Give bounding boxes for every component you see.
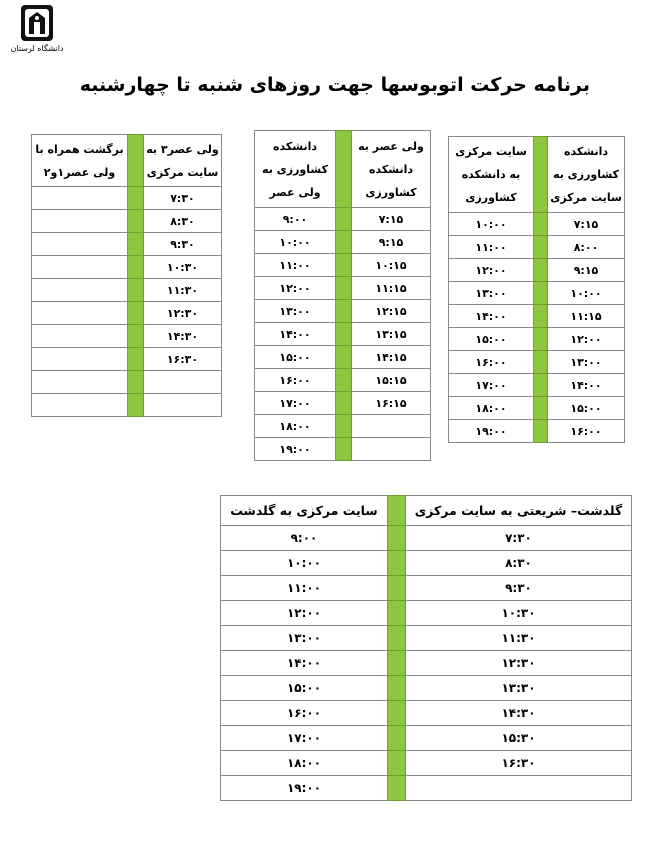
green-divider: [388, 751, 406, 776]
green-divider: [388, 601, 406, 626]
time-cell: ۱۵:۰۰: [255, 346, 336, 369]
column-header: برگشت همراه با ولی عصر۱و۲: [32, 135, 128, 187]
table-row: [255, 415, 431, 438]
time-cell: ۱۶:۳۰: [406, 751, 632, 776]
green-divider: [336, 438, 352, 461]
green-divider: [128, 348, 144, 371]
green-divider: [534, 236, 548, 259]
time-cell: ۱۳:۰۰: [255, 300, 336, 323]
time-cell: ۱۵:۰۰: [221, 676, 388, 701]
green-divider: [128, 210, 144, 233]
table-row: [32, 233, 222, 256]
time-cell: [32, 348, 128, 371]
green-divider: [336, 415, 352, 438]
time-cell: ۱۳:۱۵: [352, 323, 431, 346]
time-cell: ۱۹:۰۰: [449, 420, 534, 443]
time-cell: ۷:۱۵: [352, 208, 431, 231]
time-cell: ۱۴:۰۰: [255, 323, 336, 346]
time-cell: ۱۰:۳۰: [406, 601, 632, 626]
time-cell: ۱۲:۳۰: [406, 651, 632, 676]
column-header: دانشکده کشاورزی به سایت مرکزی: [548, 137, 625, 213]
time-cell: [352, 415, 431, 438]
table-row: [255, 254, 431, 277]
time-cell: ۷:۳۰: [144, 187, 222, 210]
time-cell: ۹:۰۰: [255, 208, 336, 231]
time-cell: ۹:۱۵: [548, 259, 625, 282]
column-header: دانشکده کشاورزی به ولی عصر: [255, 131, 336, 208]
time-cell: ۱۵:۱۵: [352, 369, 431, 392]
green-divider: [388, 701, 406, 726]
time-cell: ۱۵:۰۰: [548, 397, 625, 420]
time-cell: ۱۳:۰۰: [221, 626, 388, 651]
table-row: [449, 213, 625, 236]
green-divider: [388, 496, 406, 526]
schedule-table-goldasht: [220, 495, 632, 801]
green-divider: [388, 526, 406, 551]
time-cell: ۱۴:۱۵: [352, 346, 431, 369]
table-row: [221, 576, 632, 601]
time-cell: ۱۰:۰۰: [548, 282, 625, 305]
green-divider: [336, 300, 352, 323]
time-cell: ۱۸:۰۰: [221, 751, 388, 776]
time-cell: ۹:۳۰: [406, 576, 632, 601]
green-divider: [128, 135, 144, 187]
table-row: [449, 351, 625, 374]
time-cell: ۱۴:۰۰: [548, 374, 625, 397]
time-cell: [32, 256, 128, 279]
green-divider: [128, 394, 144, 417]
time-cell: [32, 394, 128, 417]
time-cell: ۱۷:۰۰: [255, 392, 336, 415]
table-row: [449, 374, 625, 397]
table-row: [32, 325, 222, 348]
green-divider: [388, 676, 406, 701]
table-row: [255, 346, 431, 369]
time-cell: ۱۱:۳۰: [144, 279, 222, 302]
time-cell: [32, 302, 128, 325]
green-divider: [336, 392, 352, 415]
table-row: [255, 323, 431, 346]
schedule-table-central-agriculture: [448, 136, 625, 443]
time-cell: ۱۰:۱۵: [352, 254, 431, 277]
table-row: [32, 187, 222, 210]
column-header: گلدشت– شریعتی به سایت مرکزی: [406, 496, 632, 526]
page-title: برنامه حرکت اتوبوسها جهت روزهای شنبه تا چهارشنبه: [79, 74, 590, 96]
time-cell: ۱۲:۰۰: [449, 259, 534, 282]
time-cell: ۷:۳۰: [406, 526, 632, 551]
green-divider: [388, 576, 406, 601]
table-row: [449, 420, 625, 443]
table-row: [32, 302, 222, 325]
green-divider: [388, 551, 406, 576]
table-row: [449, 236, 625, 259]
green-divider: [336, 231, 352, 254]
table-row: [221, 651, 632, 676]
time-cell: ۱۶:۰۰: [449, 351, 534, 374]
table-row: [221, 601, 632, 626]
time-cell: ۱۴:۳۰: [144, 325, 222, 348]
time-cell: ۱۴:۰۰: [449, 305, 534, 328]
green-divider: [534, 213, 548, 236]
time-cell: ۱۱:۱۵: [352, 277, 431, 300]
time-cell: ۱۱:۰۰: [221, 576, 388, 601]
time-cell: ۱۷:۰۰: [221, 726, 388, 751]
time-cell: ۱۴:۰۰: [221, 651, 388, 676]
green-divider: [336, 346, 352, 369]
green-divider: [336, 131, 352, 208]
time-cell: ۱۳:۳۰: [406, 676, 632, 701]
green-divider: [388, 651, 406, 676]
green-divider: [128, 325, 144, 348]
time-cell: ۱۹:۰۰: [221, 776, 388, 801]
green-divider: [128, 187, 144, 210]
schedule-table-agriculture-valiasr: [254, 130, 431, 461]
column-header: ولی عصر به دانشکده کشاورزی: [352, 131, 431, 208]
time-cell: ۱۶:۳۰: [144, 348, 222, 371]
time-cell: ۱۳:۰۰: [449, 282, 534, 305]
green-divider: [128, 233, 144, 256]
table-row: [32, 210, 222, 233]
time-cell: [144, 394, 222, 417]
table-row: [221, 526, 632, 551]
time-cell: ۱۸:۰۰: [255, 415, 336, 438]
green-divider: [534, 397, 548, 420]
time-cell: ۱۵:۳۰: [406, 726, 632, 751]
green-divider: [128, 371, 144, 394]
table-row: [32, 279, 222, 302]
time-cell: ۱۲:۰۰: [255, 277, 336, 300]
green-divider: [336, 208, 352, 231]
time-cell: ۱۱:۳۰: [406, 626, 632, 651]
table-row: [255, 231, 431, 254]
time-cell: ۱۶:۰۰: [255, 369, 336, 392]
time-cell: [32, 233, 128, 256]
schedule-table-valiasr3: [31, 134, 222, 417]
time-cell: ۸:۳۰: [144, 210, 222, 233]
green-divider: [534, 351, 548, 374]
university-name: دانشگاه لرستان: [10, 44, 64, 53]
green-divider: [534, 282, 548, 305]
time-cell: ۱۲:۳۰: [144, 302, 222, 325]
table-row: [255, 392, 431, 415]
green-divider: [336, 323, 352, 346]
time-cell: [352, 438, 431, 461]
time-cell: [406, 776, 632, 801]
table-row: [449, 397, 625, 420]
green-divider: [534, 374, 548, 397]
green-divider: [534, 328, 548, 351]
table-row: [449, 305, 625, 328]
time-cell: ۱۰:۰۰: [255, 231, 336, 254]
green-divider: [128, 256, 144, 279]
green-divider: [534, 137, 548, 213]
time-cell: ۹:۳۰: [144, 233, 222, 256]
time-cell: ۱۰:۰۰: [221, 551, 388, 576]
table-row: [255, 208, 431, 231]
table-row: [32, 394, 222, 417]
time-cell: ۱۸:۰۰: [449, 397, 534, 420]
time-cell: ۱۶:۱۵: [352, 392, 431, 415]
column-header: سایت مرکزی به دانشکده کشاورزی: [449, 137, 534, 213]
time-cell: [32, 187, 128, 210]
time-cell: ۸:۳۰: [406, 551, 632, 576]
table-row: [449, 282, 625, 305]
time-cell: ۱۷:۰۰: [449, 374, 534, 397]
green-divider: [388, 626, 406, 651]
table-row: [449, 259, 625, 282]
time-cell: ۱۱:۰۰: [255, 254, 336, 277]
time-cell: ۱۰:۰۰: [449, 213, 534, 236]
time-cell: ۱۶:۰۰: [221, 701, 388, 726]
time-cell: ۱۴:۳۰: [406, 701, 632, 726]
table-row: [255, 300, 431, 323]
table-row: [221, 776, 632, 801]
green-divider: [534, 420, 548, 443]
green-divider: [336, 277, 352, 300]
table-row: [221, 751, 632, 776]
column-header: ولی عصر۳ به سایت مرکزی: [144, 135, 222, 187]
time-cell: [32, 210, 128, 233]
time-cell: [32, 279, 128, 302]
table-row: [221, 676, 632, 701]
green-divider: [336, 254, 352, 277]
table-row: [255, 438, 431, 461]
green-divider: [128, 302, 144, 325]
time-cell: ۹:۱۵: [352, 231, 431, 254]
time-cell: ۱۲:۰۰: [548, 328, 625, 351]
time-cell: ۱۱:۰۰: [449, 236, 534, 259]
table-row: [221, 726, 632, 751]
time-cell: [32, 325, 128, 348]
time-cell: ۱۵:۰۰: [449, 328, 534, 351]
green-divider: [534, 259, 548, 282]
time-cell: ۱۹:۰۰: [255, 438, 336, 461]
green-divider: [128, 279, 144, 302]
green-divider: [336, 369, 352, 392]
time-cell: ۱۲:۰۰: [221, 601, 388, 626]
time-cell: ۸:۰۰: [548, 236, 625, 259]
time-cell: [32, 371, 128, 394]
university-emblem-icon: [20, 4, 54, 42]
table-row: [32, 371, 222, 394]
table-row: [449, 328, 625, 351]
table-row: [32, 348, 222, 371]
table-row: [221, 551, 632, 576]
university-logo: [6, 4, 66, 56]
column-header: سایت مرکزی به گلدشت: [221, 496, 388, 526]
time-cell: ۷:۱۵: [548, 213, 625, 236]
table-row: [32, 256, 222, 279]
time-cell: ۱۱:۱۵: [548, 305, 625, 328]
time-cell: ۱۰:۳۰: [144, 256, 222, 279]
time-cell: ۹:۰۰: [221, 526, 388, 551]
time-cell: ۱۳:۰۰: [548, 351, 625, 374]
green-divider: [388, 776, 406, 801]
time-cell: ۱۶:۰۰: [548, 420, 625, 443]
time-cell: ۱۲:۱۵: [352, 300, 431, 323]
green-divider: [534, 305, 548, 328]
green-divider: [388, 726, 406, 751]
table-row: [221, 701, 632, 726]
table-row: [255, 277, 431, 300]
table-row: [221, 626, 632, 651]
table-row: [255, 369, 431, 392]
time-cell: [144, 371, 222, 394]
